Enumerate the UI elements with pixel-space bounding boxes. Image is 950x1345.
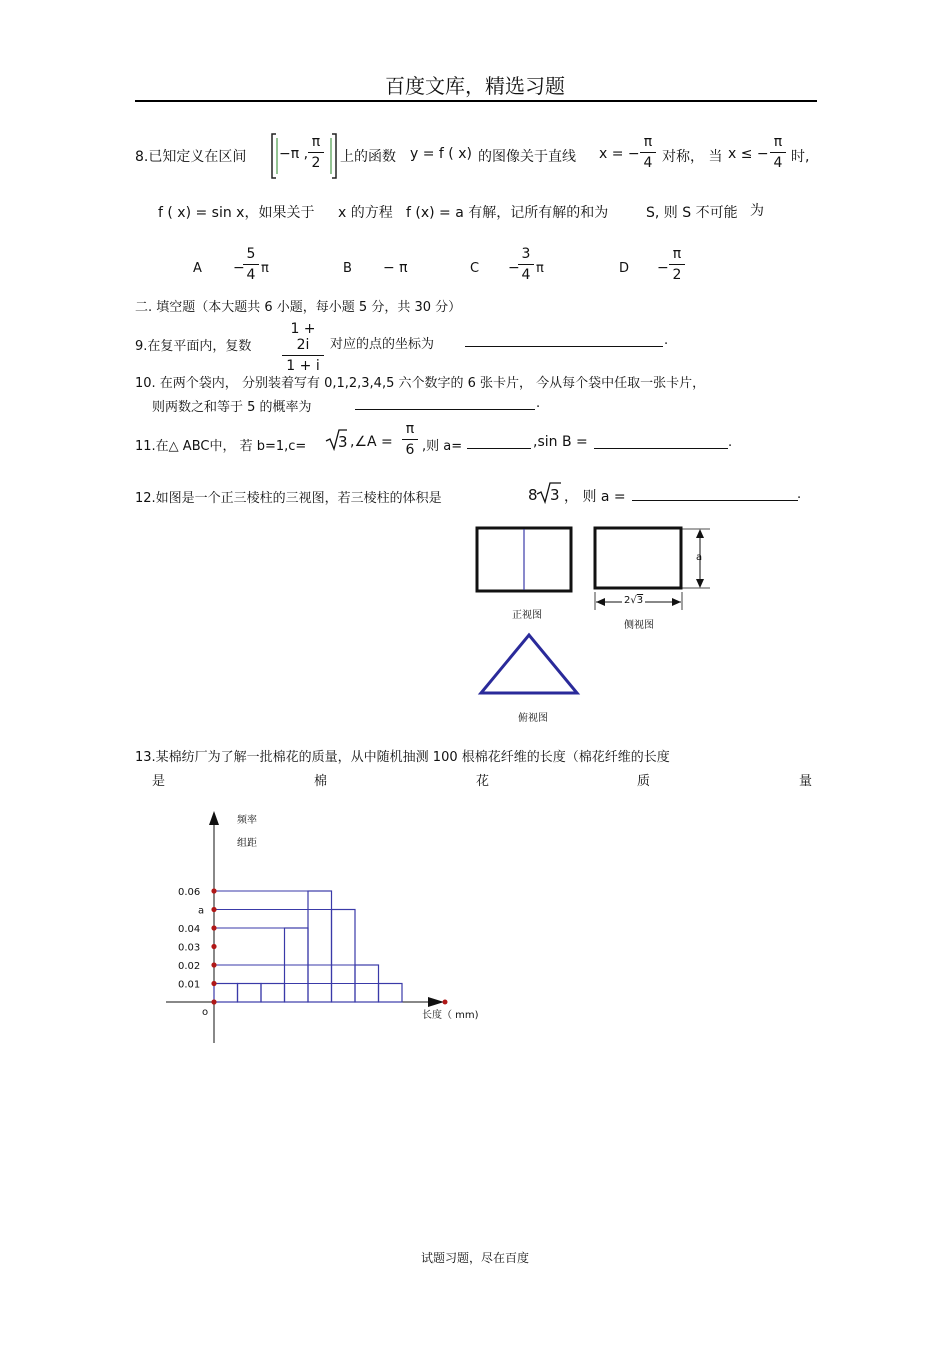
- histogram-ticks: [178, 887, 217, 1005]
- q8-line2-c: f (x) = a 有解，记所有解的和为: [406, 205, 609, 221]
- frac-bar: [669, 264, 685, 265]
- cond-fraction: [770, 134, 786, 171]
- q9-text-a: 9.在复平面内，复数: [135, 339, 252, 354]
- frac-num: 3: [521, 246, 531, 262]
- frac-den: 4: [246, 267, 256, 283]
- line-fraction: [640, 134, 656, 171]
- dimension-a-label: a: [696, 552, 703, 563]
- frac-bar: [243, 264, 259, 265]
- frac-den: 2: [311, 155, 321, 171]
- header-rule: [135, 100, 817, 102]
- option-b-label: B: [343, 261, 352, 276]
- y-tick-label: 0.04: [178, 924, 201, 935]
- q13-word-1: 是: [152, 774, 166, 789]
- interval-end-fraction: [308, 134, 324, 171]
- histogram-bar: [261, 984, 285, 1003]
- frac-den: 1 + i: [286, 358, 320, 374]
- page-footer: 试题习题，尽在百度: [420, 1251, 529, 1265]
- frac-den: 4: [643, 155, 653, 171]
- frac-den: 4: [773, 155, 783, 171]
- three-views-figure: [470, 520, 720, 700]
- option-d-fraction: [669, 246, 685, 283]
- histogram-bar: [214, 984, 238, 1003]
- q8-line-eq: x = −: [599, 146, 640, 162]
- histogram-bars: [214, 891, 402, 1002]
- q13-word-2: 棉: [314, 774, 328, 789]
- dim-coef: 2: [624, 595, 631, 606]
- option-c-sign: −: [508, 260, 520, 276]
- y-tick-dot: [211, 907, 216, 912]
- side-view-label: 侧视图: [624, 620, 654, 631]
- frac-bar: [282, 355, 324, 356]
- q8-line2-d: S, 则 S 不可能: [646, 205, 738, 221]
- q9-text-b: 对应的点的坐标为: [330, 337, 435, 352]
- y-tick-dot: [211, 925, 216, 930]
- q9-end: .: [664, 333, 669, 348]
- frac-bar: [308, 152, 324, 153]
- x-axis-label: 长度（ mm): [422, 1010, 479, 1021]
- q9-answer-blank[interactable]: [465, 334, 663, 347]
- q10-answer-blank[interactable]: [355, 397, 535, 410]
- q8-function: y = f ( x): [410, 146, 472, 162]
- histogram-bar: [332, 910, 356, 1003]
- option-a-pi: π: [261, 261, 269, 276]
- y-tick-label: a: [198, 905, 205, 917]
- option-a-fraction: [243, 246, 259, 283]
- frac-bar: [518, 264, 534, 265]
- x-axis-dot: [443, 1000, 448, 1005]
- q12-volume-coef: 8: [528, 486, 538, 504]
- q8-line2-b: x 的方程: [338, 205, 393, 221]
- option-d-sign: −: [657, 260, 669, 276]
- q10-line1: 10. 在两个袋内， 分别装着写有 0,1,2,3,4,5 六个数字的 6 张卡片， 今从每个袋中任取一张卡片，: [135, 376, 706, 391]
- q8-text-b: 的图像关于直线: [478, 149, 576, 165]
- y-label-bottom: 组距: [237, 838, 257, 849]
- q12-end: .: [797, 487, 802, 502]
- q12-answer-blank[interactable]: [632, 488, 798, 501]
- frac-num: 1 + 2i: [290, 321, 316, 353]
- q11-end: .: [728, 435, 733, 450]
- top-view-label: 俯视图: [518, 713, 548, 724]
- q12-text-a: 12.如图是一个正三棱柱的三视图，若三棱柱的体积是: [135, 491, 442, 506]
- histogram-bar: [308, 891, 332, 1002]
- y-tick-dot: [211, 962, 216, 967]
- q13-line1: 13.某棉纺厂为了解一批棉花的质量，从中随机抽测 100 根棉花纤维的长度（棉花纤维的长度: [135, 750, 670, 765]
- option-c-label: C: [470, 261, 480, 276]
- q9-fraction: [282, 321, 324, 374]
- frac-num: π: [643, 134, 653, 150]
- option-a-sign: −: [233, 260, 245, 276]
- q11-fraction: [402, 421, 418, 458]
- y-tick-label: 0.01: [178, 979, 201, 991]
- option-c-fraction: [518, 246, 534, 283]
- dimension-width-label: [622, 595, 645, 606]
- y-tick-dot: [211, 888, 216, 893]
- x-axis-arrow-icon: [428, 997, 444, 1007]
- y-tick-label: 0.03: [178, 942, 201, 954]
- q11-text-b: ,则 a=: [422, 439, 463, 454]
- q11-text-a: 11.在△ ABC中， 若 b=1,c=: [135, 439, 307, 454]
- frac-num: π: [773, 134, 783, 150]
- y-tick-label: 0.06: [178, 887, 201, 898]
- y-label-top: 频率: [237, 815, 257, 826]
- q12-volume-radicand: 3: [550, 486, 560, 504]
- dim-radicand: 3: [636, 595, 644, 606]
- frac-num: π: [672, 246, 682, 262]
- option-a-label: A: [193, 261, 202, 276]
- frac-den: 2: [672, 267, 682, 283]
- q11-text-c: ,sin B =: [533, 434, 588, 450]
- page-header: 百度文库，精选习题: [385, 74, 565, 98]
- front-view: [477, 528, 571, 591]
- q13-word-3: 花: [476, 774, 490, 789]
- origin-label: o: [202, 1007, 209, 1018]
- frac-bar: [770, 152, 786, 153]
- q12-text-b: ， 则 a =: [564, 489, 626, 505]
- side-view: [595, 528, 710, 610]
- frac-den: 6: [405, 442, 415, 458]
- y-tick-dot: [211, 944, 216, 949]
- interval-start: −π ,: [279, 146, 309, 162]
- q8-text-c: 对称， 当: [662, 149, 723, 165]
- q8-number: 8.已知定义在区间: [135, 149, 247, 165]
- front-view-label: 正视图: [512, 610, 542, 621]
- origin-dot: [211, 999, 216, 1004]
- frac-bar: [640, 152, 656, 153]
- q13-word-4: 质: [637, 774, 651, 789]
- section-heading: 二. 填空题（本大题共 6 小题，每小题 5 分，共 30 分）: [135, 300, 462, 315]
- y-axis-arrow-icon: [209, 811, 219, 825]
- frequency-histogram: [160, 805, 500, 1050]
- q11-sinb-blank[interactable]: [594, 436, 728, 449]
- frac-bar: [402, 439, 418, 440]
- q11-a-blank[interactable]: [467, 436, 531, 449]
- q8-text-d: 时,: [791, 149, 810, 165]
- q13-word-5: 量: [799, 774, 813, 789]
- option-c-pi: π: [536, 261, 544, 276]
- y-tick-dot: [211, 981, 216, 986]
- option-d-label: D: [619, 261, 630, 276]
- frac-num: 5: [246, 246, 256, 262]
- frac-num: π: [405, 421, 415, 437]
- top-view: [481, 635, 577, 693]
- option-b-value: − π: [383, 260, 408, 276]
- q8-line2-e: 为: [750, 203, 764, 219]
- q11-angle: ,∠A =: [350, 434, 393, 450]
- q10-line2: 则两数之和等于 5 的概率为: [152, 400, 312, 415]
- y-tick-label: 0.02: [178, 961, 201, 972]
- q8-text-a: 上的函数: [340, 149, 396, 165]
- frac-den: 4: [521, 267, 531, 283]
- q11-sqrt-value: 3: [338, 433, 348, 451]
- frac-num: π: [311, 134, 321, 150]
- histogram-bar: [238, 984, 262, 1003]
- q8-line2-a: f ( x) = sin x，如果关于: [158, 205, 315, 221]
- q8-condition: x ≤ −: [728, 146, 769, 162]
- sqrt-sign-icon: √: [630, 595, 637, 606]
- histogram-bar: [379, 984, 403, 1003]
- q10-end: .: [536, 396, 541, 411]
